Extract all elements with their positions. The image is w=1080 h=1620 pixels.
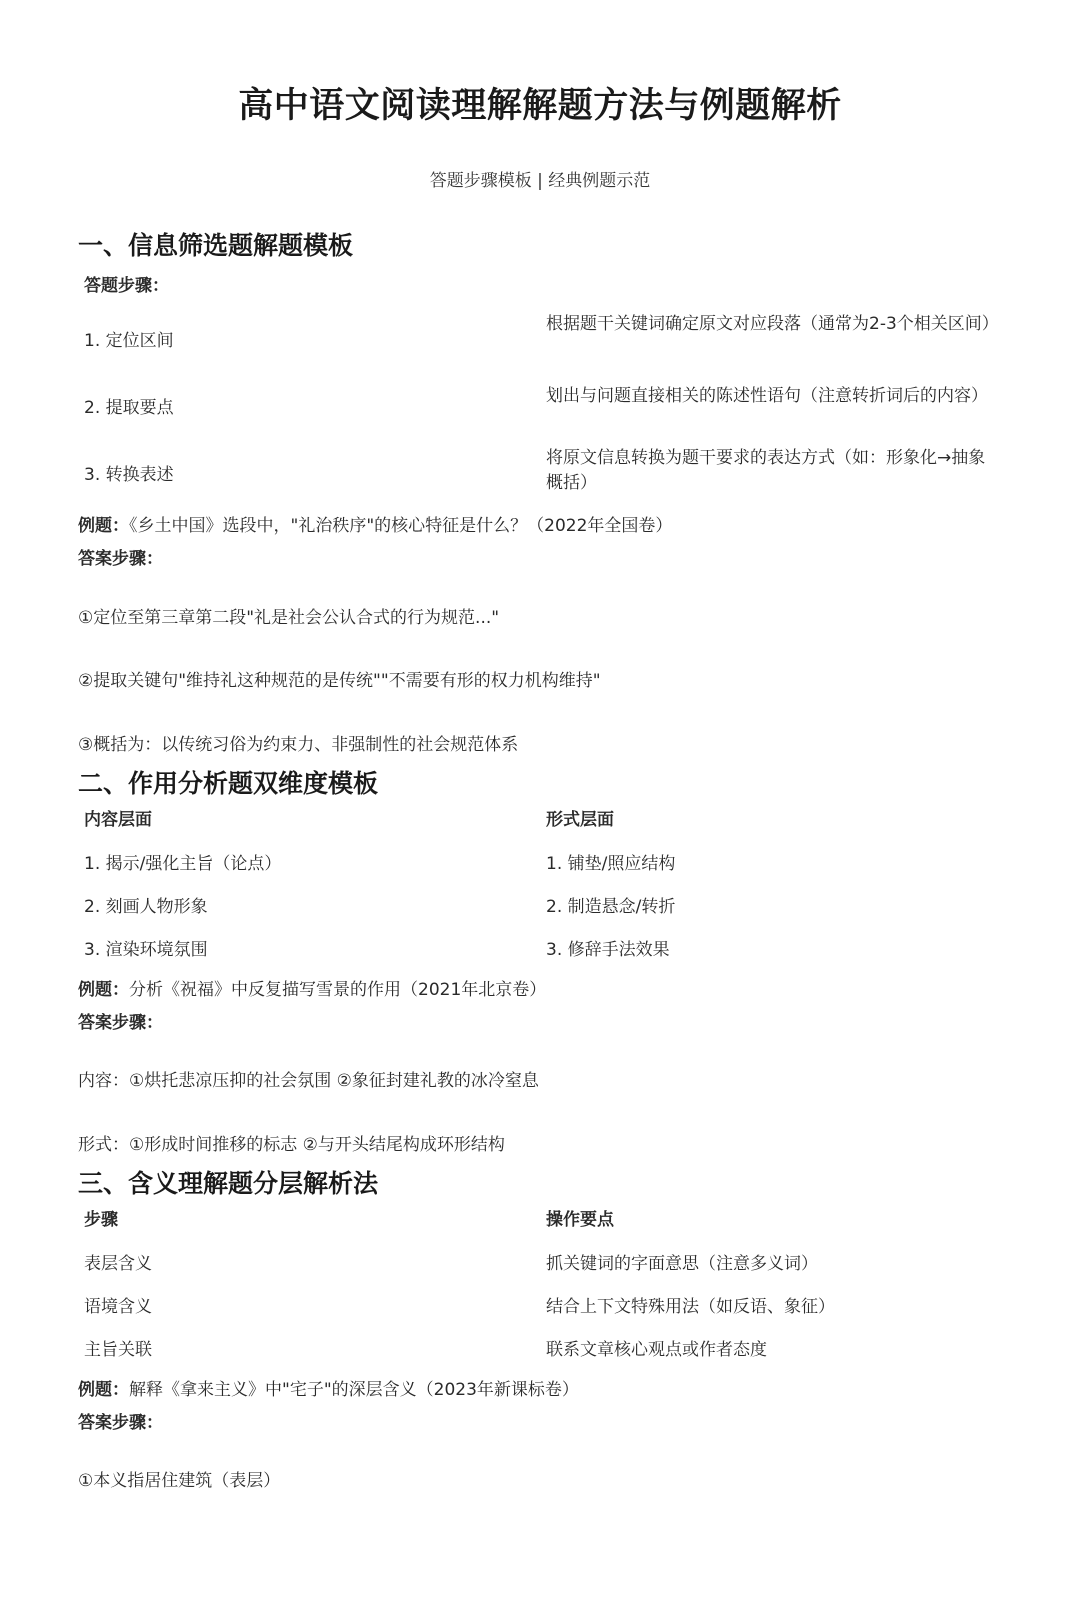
table-header-point: 操作要点 bbox=[546, 1210, 614, 1230]
answer-step: ②提取关键句"维持礼这种规范的是传统""不需要有形的权力机构维持" bbox=[78, 671, 601, 691]
example-text: 《乡土中国》选段中，"礼治秩序"的核心特征是什么？（2022年全国卷） bbox=[129, 516, 673, 536]
table-header-step: 步骤 bbox=[84, 1210, 118, 1230]
example-label: 例题： bbox=[78, 1380, 129, 1400]
table-cell: 语境含义 bbox=[84, 1297, 152, 1317]
table-cell: 1. 铺垫/照应结构 bbox=[546, 854, 676, 874]
table-header-content: 内容层面 bbox=[84, 810, 152, 830]
table-cell: 2. 制造悬念/转折 bbox=[546, 897, 676, 917]
table-row-desc: 根据题干关键词确定原文对应段落（通常为2-3个相关区间） bbox=[546, 314, 999, 334]
table-header-form: 形式层面 bbox=[546, 810, 614, 830]
example-line bbox=[78, 975, 546, 1000]
table-cell: 2. 刻画人物形象 bbox=[84, 897, 208, 917]
answer-step: 内容：①烘托悲凉压抑的社会氛围 ②象征封建礼教的冰冷窒息 bbox=[78, 1071, 539, 1091]
table-row-step: 1. 定位区间 bbox=[84, 331, 174, 351]
table-cell: 1. 揭示/强化主旨（论点） bbox=[84, 854, 282, 874]
answer-step: 形式：①形成时间推移的标志 ②与开头结尾构成环形结构 bbox=[78, 1135, 505, 1155]
table-row-desc: 划出与问题直接相关的陈述性语句（注意转折词后的内容） bbox=[546, 386, 988, 406]
example-line bbox=[78, 1375, 579, 1400]
example-label: 例题： bbox=[78, 516, 129, 536]
table-cell: 表层含义 bbox=[84, 1254, 152, 1274]
answer-step: ③概括为：以传统习俗为约束力、非强制性的社会规范体系 bbox=[78, 735, 519, 755]
table-cell: 抓关键词的字面意思（注意多义词） bbox=[546, 1254, 818, 1274]
table-cell: 3. 渲染环境氛围 bbox=[84, 940, 208, 960]
section-1-heading: 一、信息筛选题解题模板 bbox=[78, 231, 354, 260]
table-row-desc: 将原文信息转换为题干要求的表达方式（如：形象化→抽象概括） bbox=[546, 448, 986, 493]
example-label: 例题： bbox=[78, 980, 129, 1000]
table-cell: 主旨关联 bbox=[84, 1340, 152, 1360]
page-subtitle: 答题步骤模板 | 经典例题示范 bbox=[429, 171, 651, 191]
table-cell: 结合上下文特殊用法（如反语、象征） bbox=[546, 1297, 835, 1317]
table-row-step: 3. 转换表述 bbox=[84, 465, 174, 485]
answer-label: 答案步骤： bbox=[78, 1413, 163, 1433]
table-cell: 联系文章核心观点或作者态度 bbox=[546, 1340, 767, 1360]
table-row-step: 2. 提取要点 bbox=[84, 398, 174, 418]
answer-label: 答案步骤： bbox=[78, 1013, 163, 1033]
example-text: 分析《祝福》中反复描写雪景的作用（2021年北京卷） bbox=[129, 980, 547, 1000]
example-line bbox=[78, 511, 672, 536]
answer-step: ①定位至第三章第二段"礼是社会公认合式的行为规范..." bbox=[78, 608, 500, 628]
section-3-heading: 三、含义理解题分层解析法 bbox=[78, 1169, 379, 1198]
page-title: 高中语文阅读理解解题方法与例题解析 bbox=[238, 86, 842, 126]
section-1-steps-label: 答题步骤： bbox=[84, 276, 169, 296]
example-text: 解释《拿来主义》中"宅子"的深层含义（2023年新课标卷） bbox=[129, 1380, 579, 1400]
table-cell: 3. 修辞手法效果 bbox=[546, 940, 670, 960]
answer-step: ①本义指居住建筑（表层） bbox=[78, 1471, 281, 1491]
section-2-heading: 二、作用分析题双维度模板 bbox=[78, 769, 379, 798]
answer-label: 答案步骤： bbox=[78, 549, 163, 569]
